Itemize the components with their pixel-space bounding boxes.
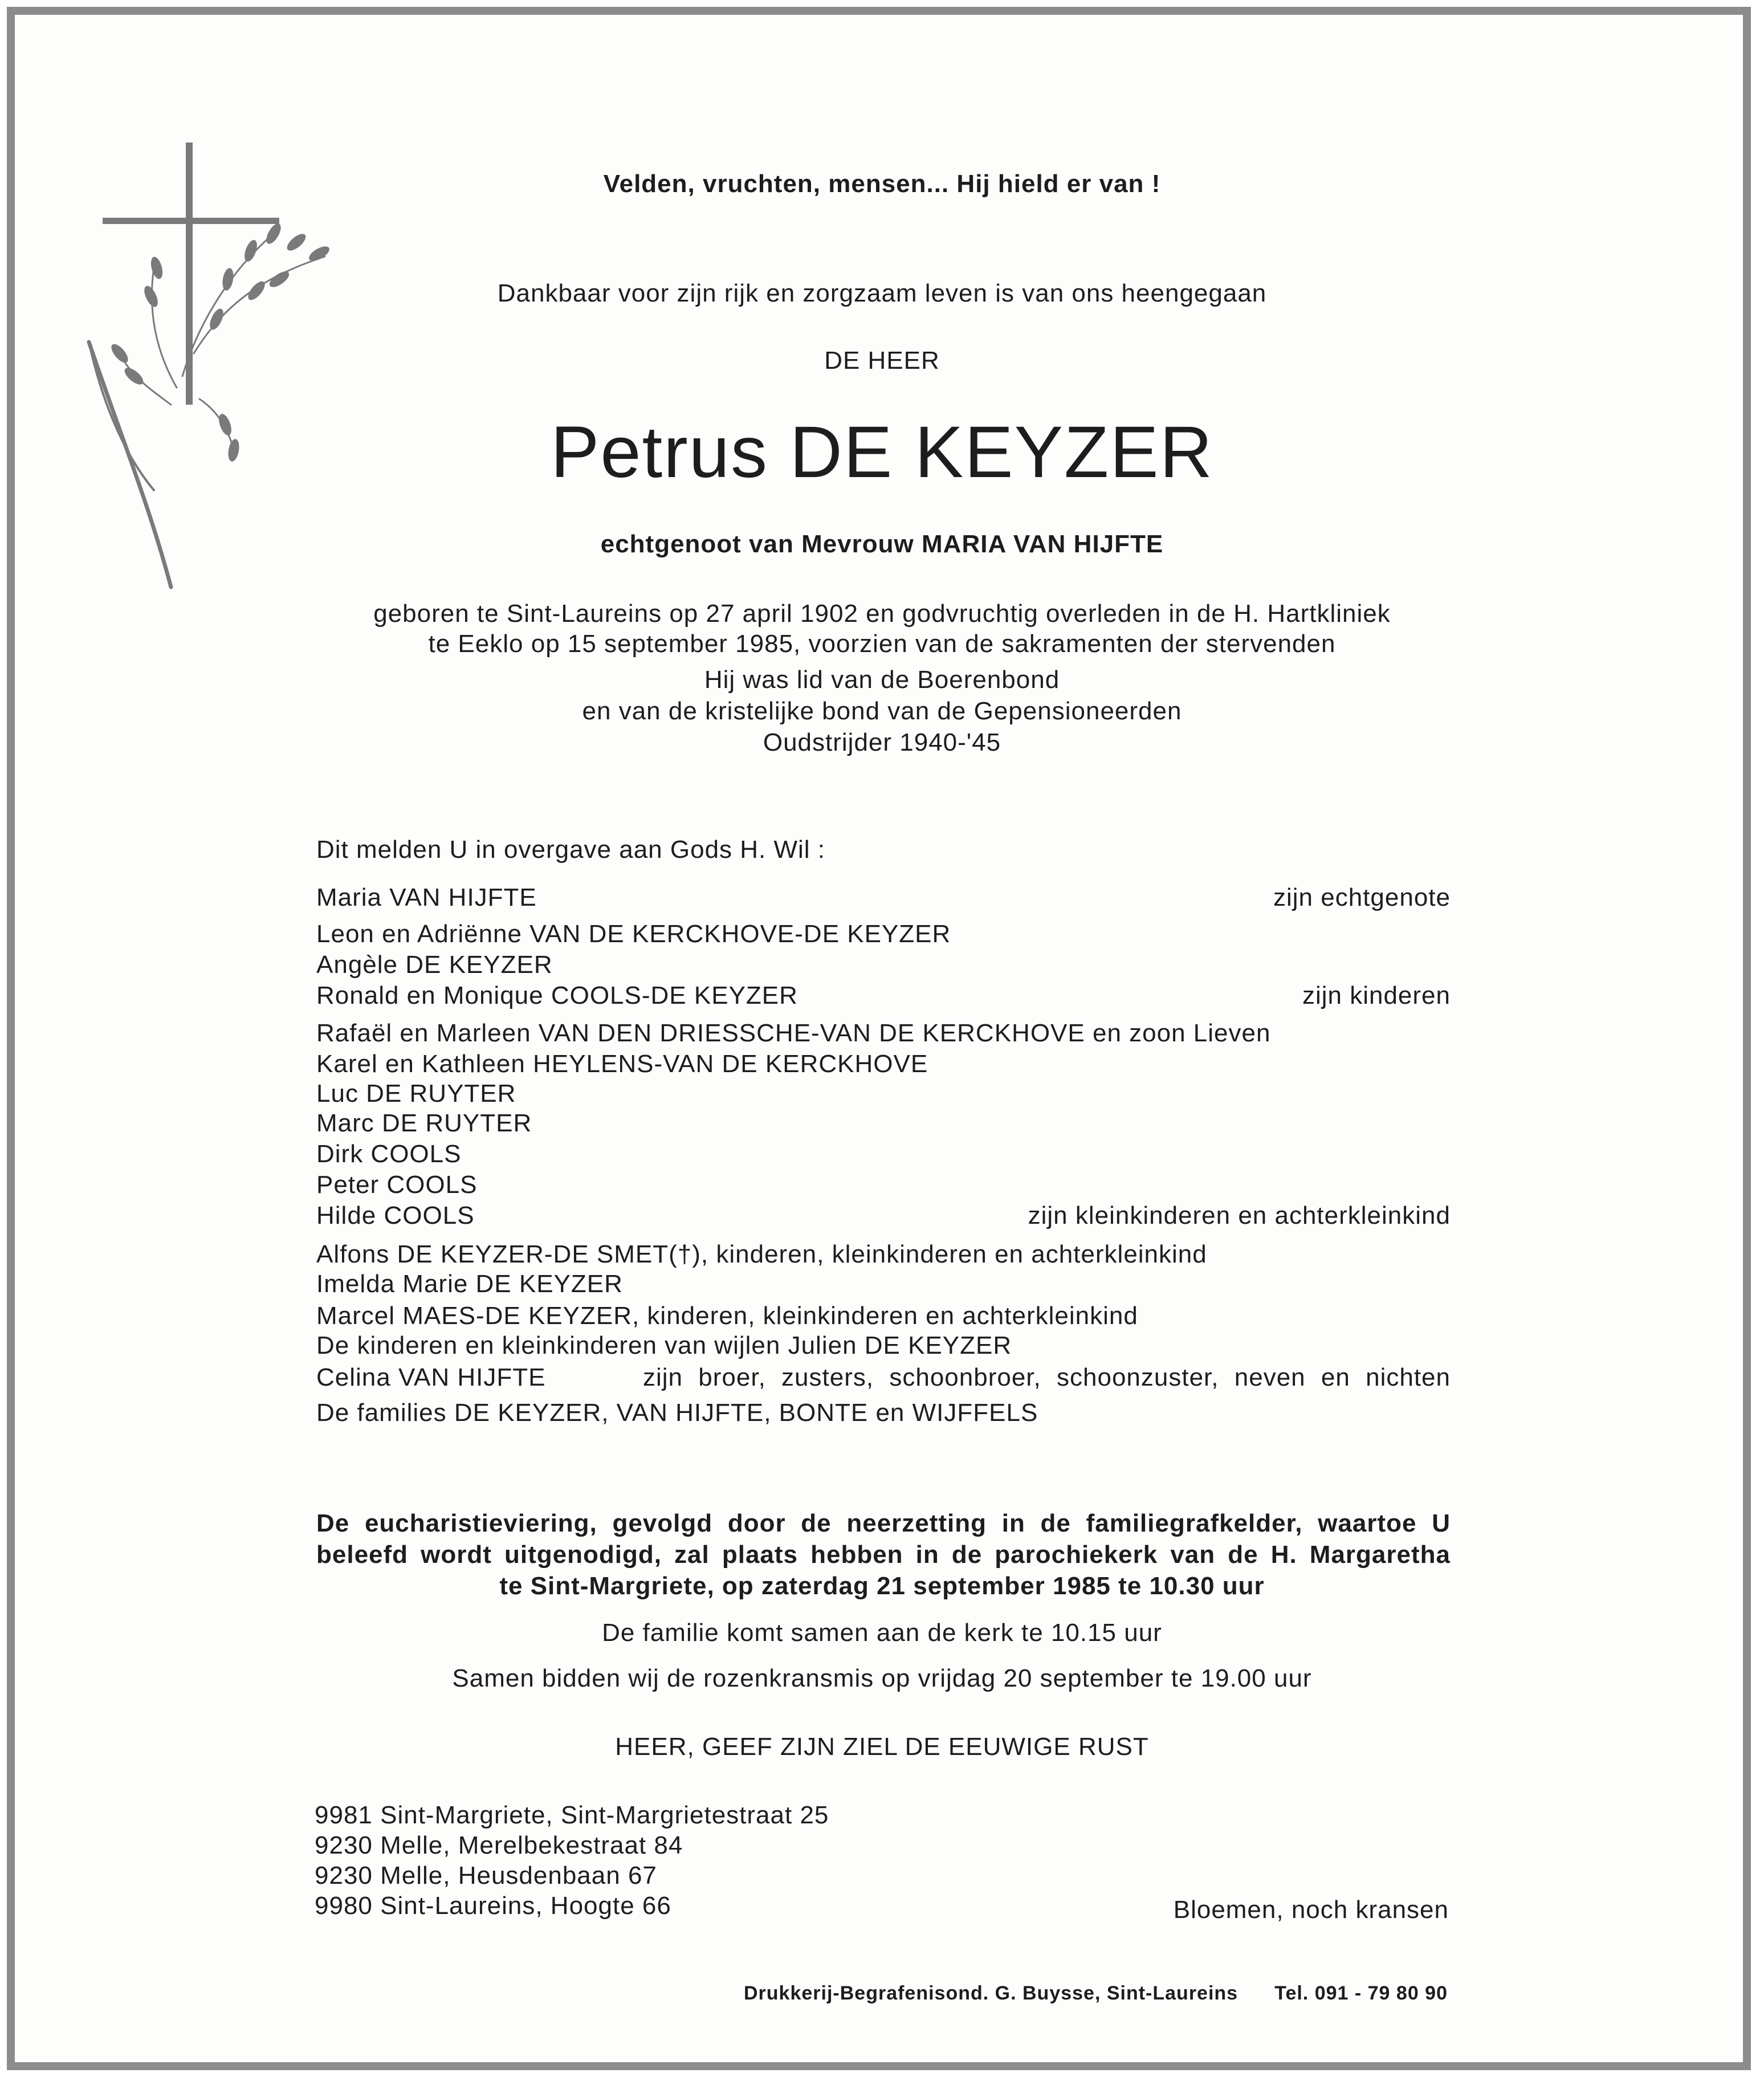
family-row <box>316 982 1451 1013</box>
family-row <box>316 1302 1451 1334</box>
family-row <box>316 1399 1451 1431</box>
family-name: Peter COOLS <box>316 1171 478 1199</box>
spouse-name: MARIA VAN HIJFTE <box>922 530 1164 558</box>
family-row <box>316 1019 1451 1051</box>
family-row <box>316 1050 1451 1082</box>
announce-text: Dit melden U in overgave aan Gods H. Wil : <box>316 836 826 864</box>
spouse-prefix: echtgenoot van Mevrouw <box>600 530 914 558</box>
bio-line: geboren te Sint-Laureins op 27 april 1902 en godvruchtig overleden in de H. Hartkliniek <box>373 600 1391 628</box>
bio-line: te Eeklo op 15 september 1985, voorzien van de sakramenten der stervenden <box>428 630 1336 658</box>
intro-text: Dankbaar voor zijn rijk en zorgzaam leven is van ons heengegaan <box>497 279 1267 307</box>
deceased-first-name: Petrus <box>551 412 768 493</box>
family-row <box>316 1270 1451 1302</box>
flowers-note: Bloemen, noch kransen <box>1173 1896 1449 1924</box>
deceased-last-name: DE KEYZER <box>789 412 1213 493</box>
family-row <box>316 1202 1451 1233</box>
address-line: 9230 Melle, Heusdenbaan 67 <box>315 1862 657 1889</box>
spouse-line <box>0 530 1764 559</box>
family-name: Angèle DE KEYZER <box>316 951 553 979</box>
service-line: te Sint-Margriete, op zaterdag 21 september 1985 te 10.30 uur <box>499 1572 1265 1600</box>
family-name: De families DE KEYZER, VAN HIJFTE, BONTE en WIJFFELS <box>316 1399 1038 1427</box>
service-line: beleefd wordt uitgenodigd, zal plaats hebben in de parochiekerk van de H. Margaretha <box>316 1541 1451 1569</box>
family-row <box>316 1140 1451 1172</box>
address-line: 9230 Melle, Merelbekestraat 84 <box>315 1831 683 1859</box>
deceased-name <box>0 410 1764 494</box>
printer-phone: Tel. 091 - 79 80 90 <box>1274 1982 1448 2004</box>
family-name: Karel en Kathleen HEYLENS-VAN DE KERCKHOVE <box>316 1050 928 1078</box>
family-name: Leon en Adriënne VAN DE KERCKHOVE-DE KEYZER <box>316 920 951 948</box>
printer-name: Drukkerij-Begrafenisond. G. Buysse, Sint-Laureins <box>744 1982 1239 2004</box>
rosary-text: Samen bidden wij de rozenkransmis op vrijdag 20 september te 19.00 uur <box>452 1664 1312 1692</box>
family-name: Luc DE RUYTER <box>316 1080 516 1107</box>
prayer-text: HEER, GEEF ZIJN ZIEL DE EEUWIGE RUST <box>615 1733 1149 1761</box>
family-relation: zijn kinderen <box>1302 982 1451 1009</box>
family-name: Maria VAN HIJFTE <box>316 883 537 911</box>
service-line: De eucharistieviering, gevolgd door de neerzetting in de familiegrafkelder, waartoe U <box>316 1509 1451 1537</box>
family-name: Hilde COOLS <box>316 1202 475 1229</box>
bio-line: en van de kristelijke bond van de Gepensioneerden <box>582 697 1182 725</box>
family-name: Ronald en Monique COOLS-DE KEYZER <box>316 982 798 1009</box>
family-relation: zijn echtgenote <box>1273 883 1451 911</box>
family-row <box>316 1240 1451 1272</box>
family-name: Celina VAN HIJFTE <box>316 1363 546 1391</box>
family-row <box>316 1080 1451 1111</box>
family-name: Alfons DE KEYZER-DE SMET(†), kinderen, kleinkinderen en achterkleinkind <box>316 1240 1207 1268</box>
motto: Velden, vruchten, mensen... Hij hield er van ! <box>603 170 1161 198</box>
family-row <box>316 1109 1451 1141</box>
family-relation: zijn kleinkinderen en achterkleinkind <box>1028 1202 1451 1229</box>
family-row <box>316 883 1451 915</box>
family-name: De kinderen en kleinkinderen van wijlen Julien DE KEYZER <box>316 1331 1012 1359</box>
family-name: Imelda Marie DE KEYZER <box>316 1270 623 1298</box>
address-line: 9981 Sint-Margriete, Sint-Margrietestraat 25 <box>315 1801 829 1829</box>
bio-line: Oudstrijder 1940-'45 <box>763 728 1001 756</box>
family-row <box>316 951 1451 983</box>
family-name: Marc DE RUYTER <box>316 1109 532 1137</box>
family-name: Marcel MAES-DE KEYZER, kinderen, kleinkinderen en achterkleinkind <box>316 1302 1138 1330</box>
address-line: 9980 Sint-Laureins, Hoogte 66 <box>315 1892 671 1920</box>
gathering-text: De familie komt samen aan de kerk te 10.15 uur <box>602 1619 1162 1647</box>
family-row <box>316 1171 1451 1203</box>
family-name: Dirk COOLS <box>316 1140 462 1168</box>
family-relation: zijn broer, zusters, schoonbroer, schoonzuster, neven en nichten <box>643 1363 1451 1391</box>
family-row <box>316 1331 1451 1363</box>
family-row <box>316 920 1451 952</box>
family-row <box>316 1363 1451 1395</box>
family-name: Rafaël en Marleen VAN DEN DRIESSCHE-VAN DE KERCKHOVE en zoon Lieven <box>316 1019 1271 1047</box>
bio-line: Hij was lid van de Boerenbond <box>704 666 1060 694</box>
title-prefix: DE HEER <box>824 347 940 374</box>
